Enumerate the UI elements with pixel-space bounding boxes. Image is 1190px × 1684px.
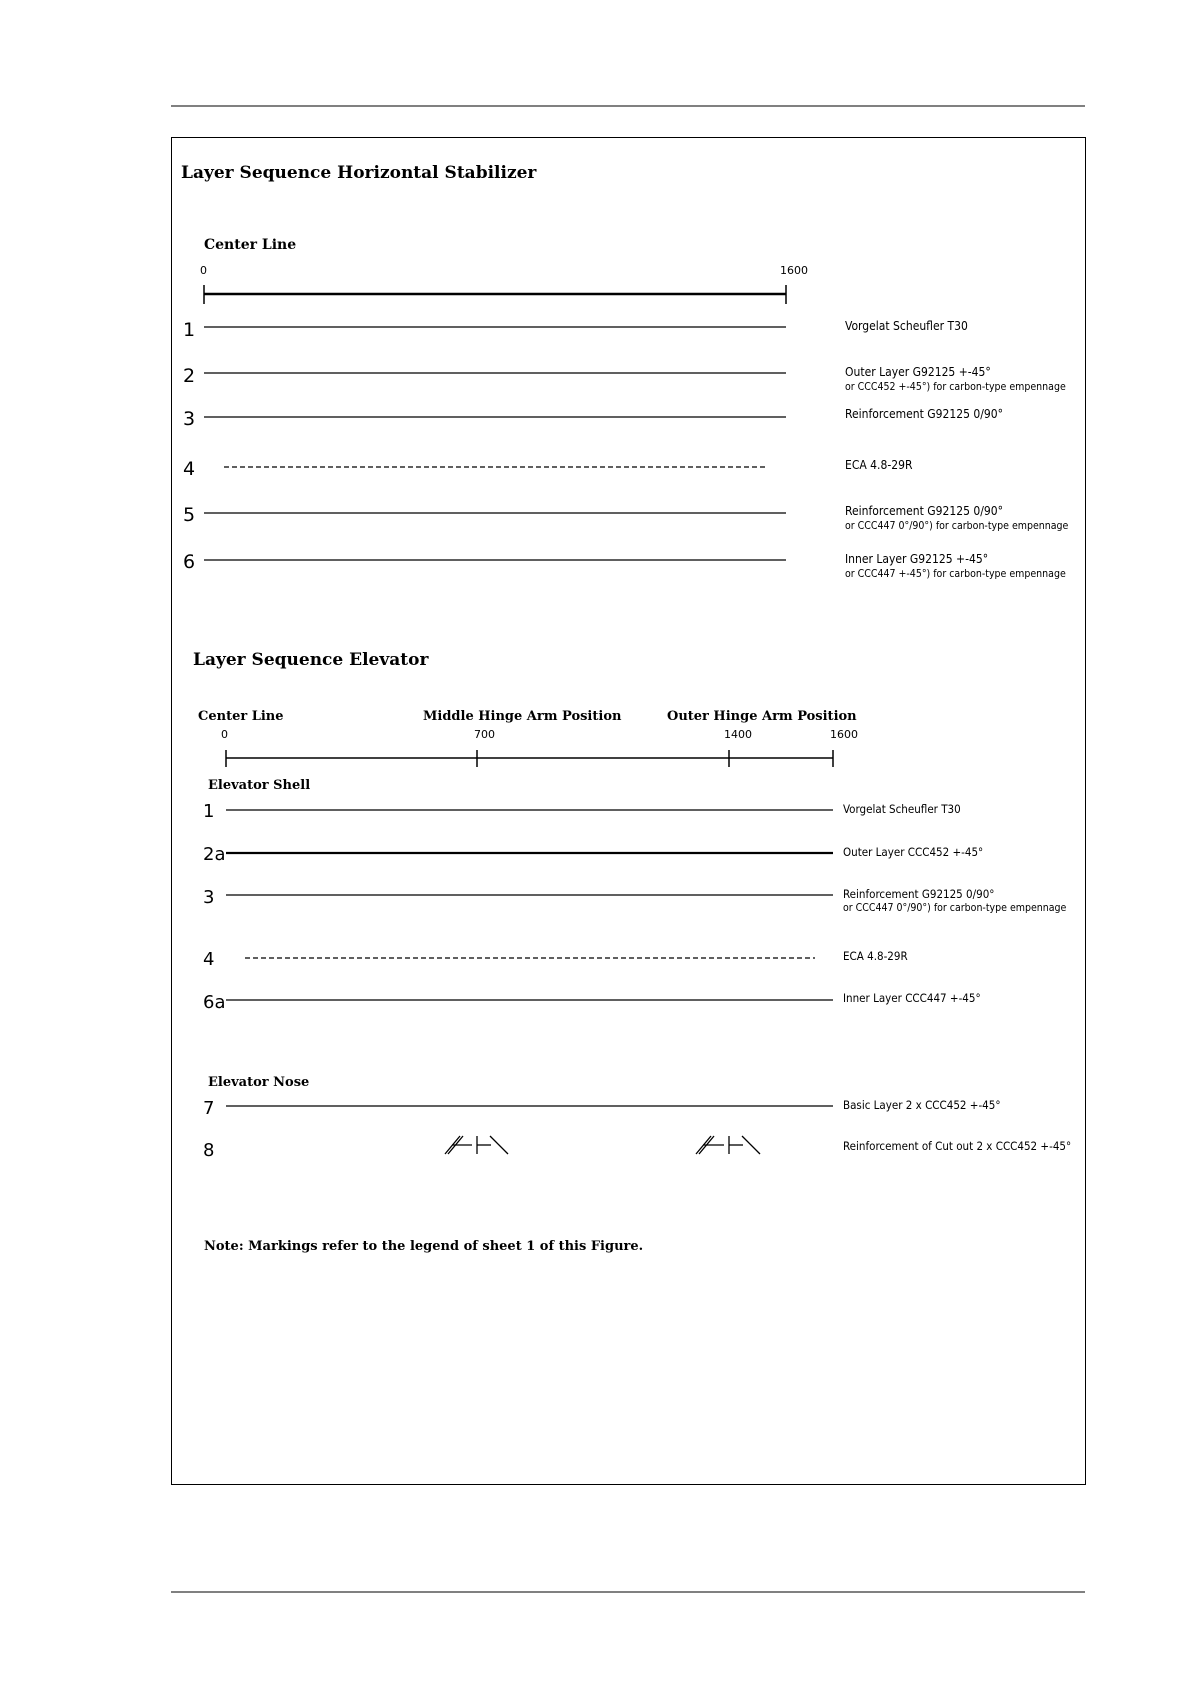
hstab-layer-description: Vorgelat Scheufler T30	[845, 319, 968, 333]
elevator-nose-heading: Elevator Nose	[208, 1075, 310, 1090]
elevator-layer-number: 8	[203, 1140, 215, 1161]
elevator-layer-number: 3	[203, 887, 215, 908]
elevator-layer-number: 4	[203, 949, 215, 970]
hstab-layer-number: 6	[183, 551, 196, 573]
hstab-layer-number: 2	[183, 365, 196, 387]
hstab-layer-description: ECA 4.8-29R	[845, 458, 913, 472]
elevator-layer-description: Vorgelat Scheufler T30	[843, 802, 961, 816]
elevator-layer-description: Outer Layer CCC452 +-45°	[843, 845, 984, 859]
hstab-layer-description-note: or CCC447 +-45°) for carbon-type empennage	[845, 568, 1066, 580]
hstab-layer-description: Reinforcement G92125 0/90°	[845, 407, 1004, 421]
hstab-center-line-label: Center Line	[204, 237, 297, 253]
elevator-title: Layer Sequence Elevator	[193, 650, 429, 670]
hstab-layer-number: 5	[183, 504, 196, 526]
elevator-layer-number: 7	[203, 1098, 215, 1119]
middle-hinge-reinforcement-symbol	[445, 1136, 508, 1154]
hstab-layer-description: Inner Layer G92125 +-45°	[845, 552, 989, 566]
hstab-scale-end: 1600	[780, 264, 808, 277]
elevator-layer-description: ECA 4.8-29R	[843, 949, 908, 963]
hstab-layer-description-note: or CCC447 0°/90°) for carbon-type empennage	[845, 520, 1069, 532]
elevator-layer-description: Reinforcement of Cut out 2 x CCC452 +-45°	[843, 1139, 1072, 1153]
figure-note: Note: Markings refer to the legend of sheet 1 of this Figure.	[204, 1239, 644, 1254]
elevator-scale-bar	[226, 750, 833, 767]
hstab-layer-description: Reinforcement G92125 0/90°	[845, 504, 1004, 518]
hstab-layer-description-note: or CCC452 +-45°) for carbon-type empennage	[845, 381, 1066, 393]
elevator-layer-number: 2a	[203, 844, 226, 865]
elevator-scale-700: 700	[474, 728, 495, 741]
hstab-scale-start: 0	[200, 264, 207, 277]
hstab-title: Layer Sequence Horizontal Stabilizer	[181, 163, 537, 183]
elevator-layer-description: Basic Layer 2 x CCC452 +-45°	[843, 1098, 1001, 1112]
elevator-layer-description-note: or CCC447 0°/90°) for carbon-type empennage	[843, 902, 1067, 914]
outer-hinge-label: Outer Hinge Arm Position	[667, 709, 857, 724]
elevator-shell-heading: Elevator Shell	[208, 778, 311, 793]
middle-hinge-label: Middle Hinge Arm Position	[423, 709, 622, 724]
elevator-layer-number: 1	[203, 801, 215, 822]
outer-hinge-reinforcement-symbol	[696, 1136, 760, 1154]
elevator-scale-1400: 1400	[724, 728, 752, 741]
elevator-scale-1600: 1600	[830, 728, 858, 741]
elevator-scale-0: 0	[221, 728, 228, 741]
hstab-scale-bar	[204, 285, 786, 304]
hstab-layer-number: 3	[183, 408, 196, 430]
elevator-layer-description: Reinforcement G92125 0/90°	[843, 887, 995, 901]
hstab-layer-number: 1	[183, 319, 196, 341]
hstab-layer-description: Outer Layer G92125 +-45°	[845, 365, 991, 379]
elevator-layer-number: 6a	[203, 992, 226, 1013]
elevator-layer-description: Inner Layer CCC447 +-45°	[843, 991, 981, 1005]
elevator-center-line-label: Center Line	[198, 709, 284, 724]
hstab-layer-number: 4	[183, 458, 196, 480]
